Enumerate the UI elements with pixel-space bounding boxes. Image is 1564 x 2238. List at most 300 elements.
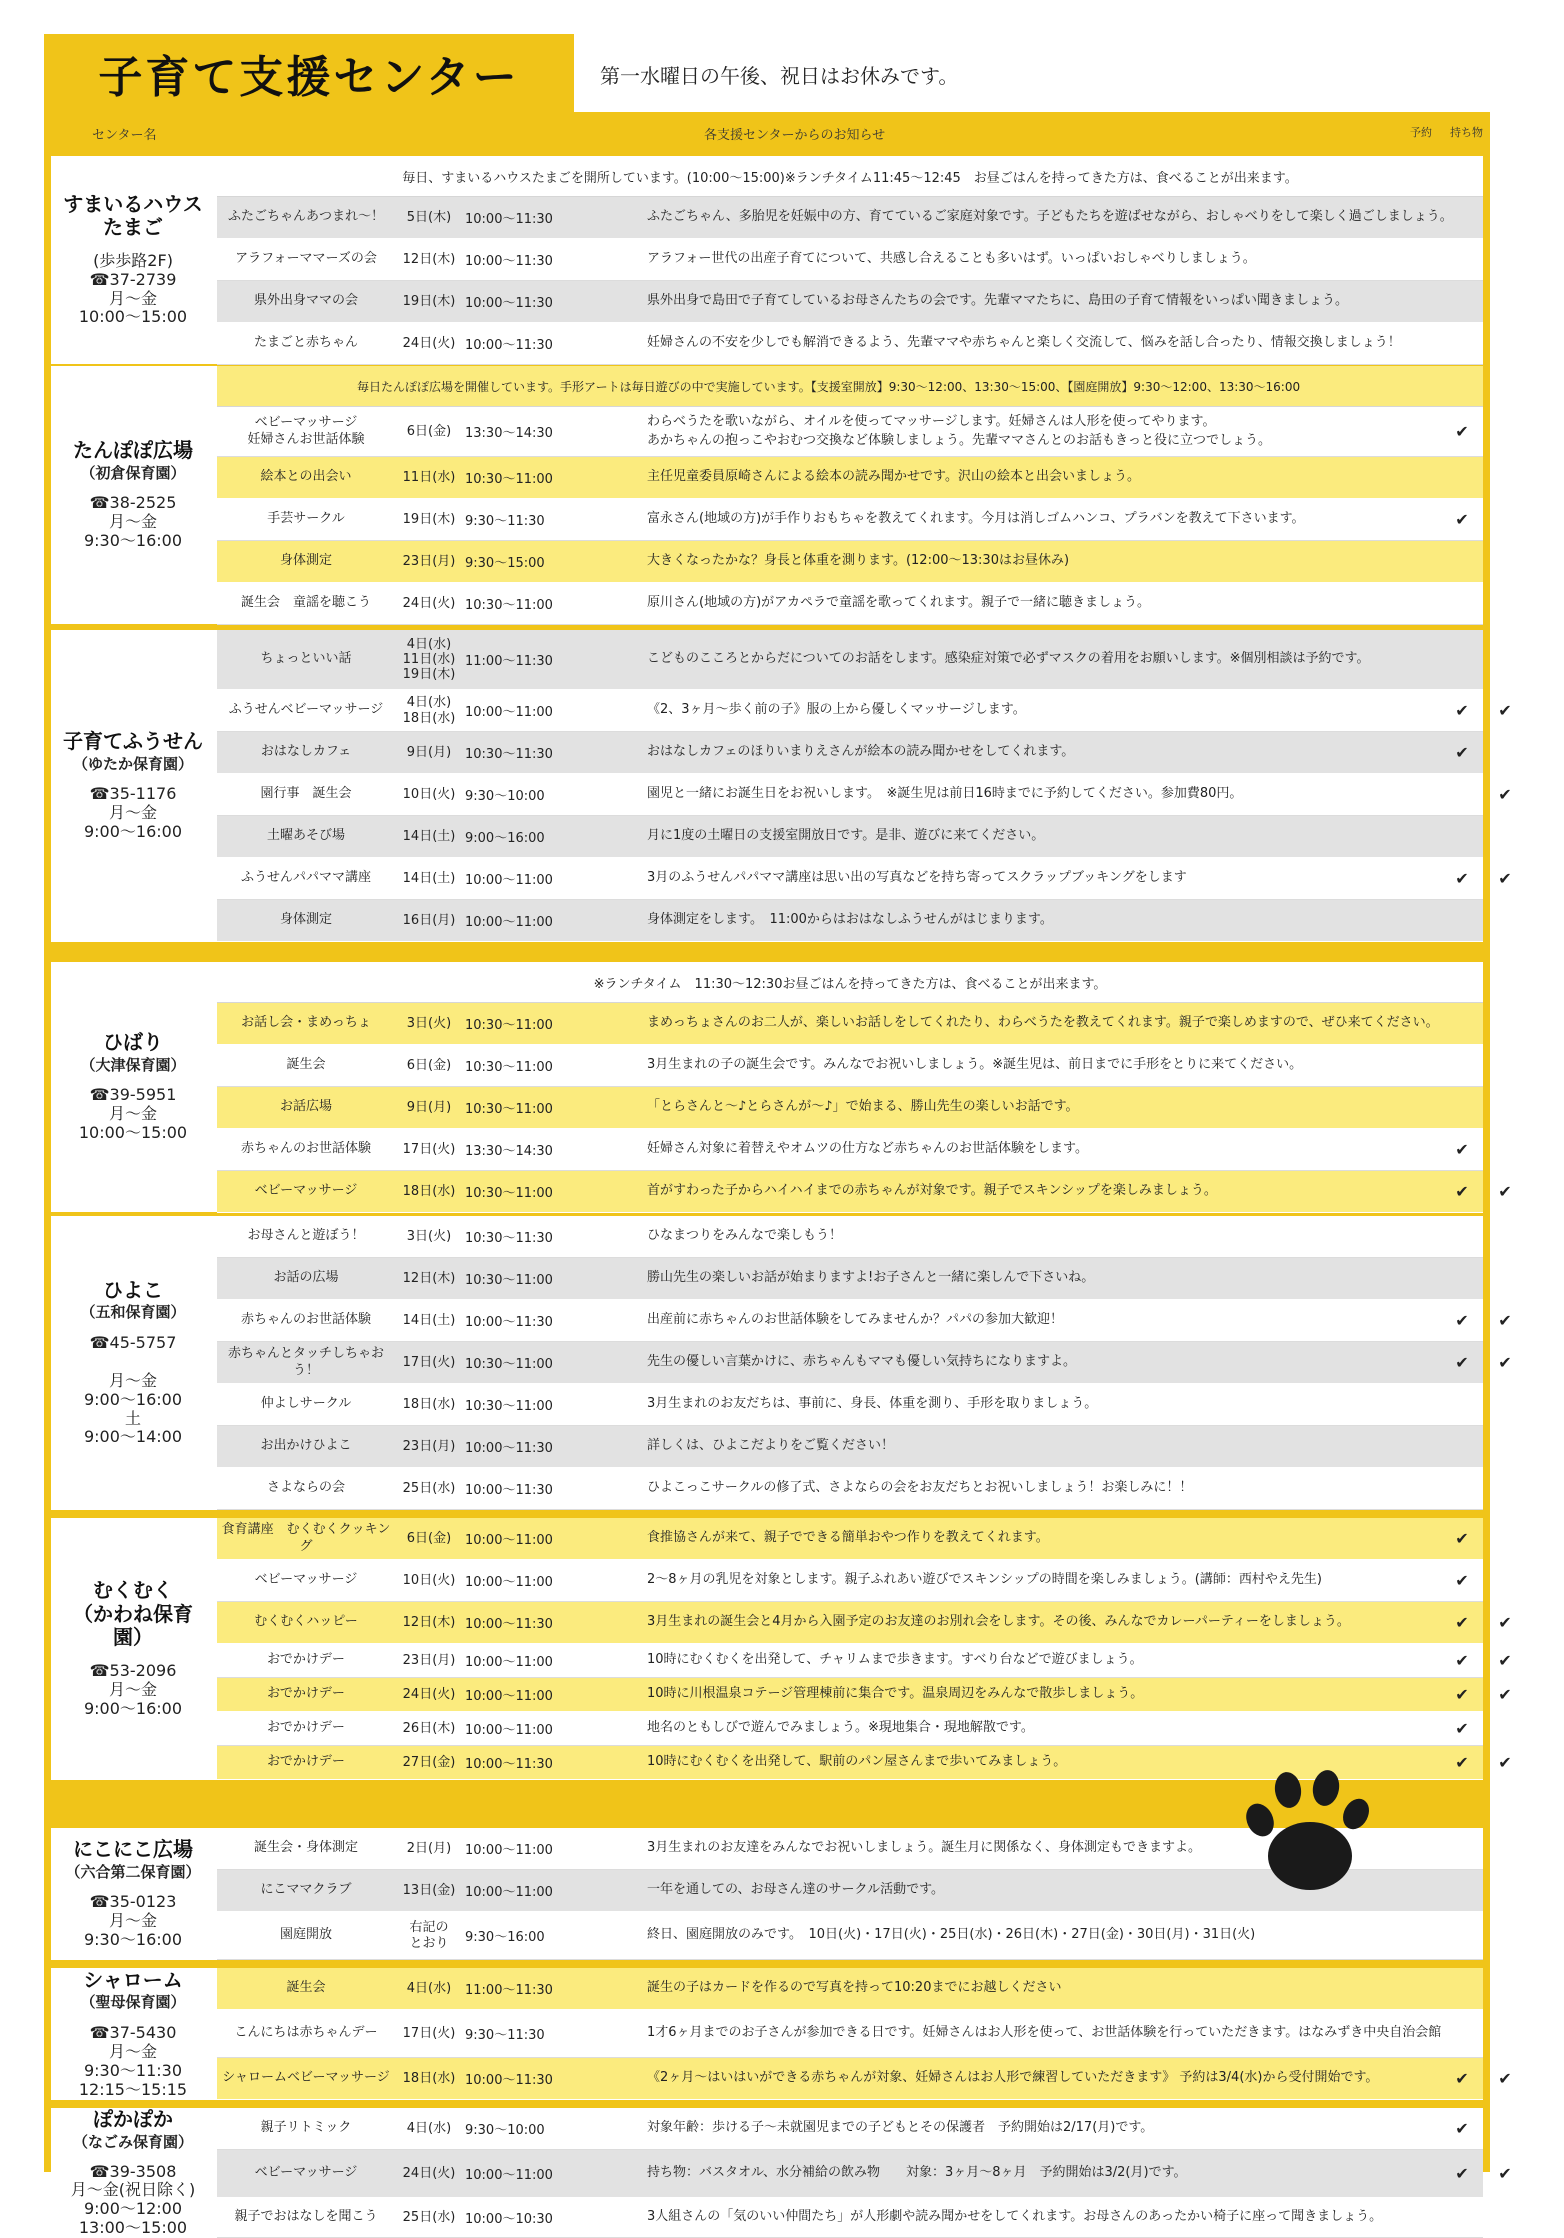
- event-name: 赤ちゃんのお世話体験: [240, 1312, 371, 1328]
- bring-items-mark: [1495, 630, 1515, 689]
- event-description: 1才6ヶ月までのお子さんが参加できる日です。妊婦さんはお人形を使って、お世話体験を行っていただきます。はなみずき中央自治会館: [647, 2025, 1442, 2041]
- event-date: 4日(水): [406, 1980, 452, 1996]
- bring-items-mark: [1495, 1003, 1515, 1044]
- event-name: お話の広場: [273, 1270, 339, 1286]
- center-info-line: 月～金: [108, 2041, 157, 2061]
- event-name: 絵本との出会い: [260, 469, 352, 485]
- header-bring: 持ち物: [1450, 126, 1483, 139]
- event-time: 10:30～11:00: [465, 1273, 553, 1288]
- bring-items-mark: [1495, 1560, 1515, 1601]
- center-name: ひよこ: [103, 1277, 163, 1302]
- center-name-cell: [51, 1828, 215, 1960]
- paw-print-icon: [1238, 1768, 1378, 1898]
- event-name: ベビーマッサージ: [254, 2165, 358, 2181]
- reservation-required-mark: [1452, 583, 1472, 624]
- event-date: 14日(土): [402, 1312, 456, 1328]
- center-info-line: 月～金(祝日除く): [70, 2180, 196, 2200]
- event-time: 10:00～11:00: [465, 1723, 553, 1738]
- event-row: [217, 1003, 1483, 1045]
- center-info-line: 月～金: [108, 288, 157, 308]
- event-time: 10:00～11:30: [465, 254, 553, 269]
- center-location: （五和保育園）: [80, 1303, 186, 1322]
- center-info-line: 9:00～12:00: [83, 2199, 183, 2219]
- event-time: 9:30～16:00: [465, 1930, 545, 1945]
- reservation-required-mark: [1452, 774, 1472, 815]
- event-description: 誕生の子はカードを作るので写真を持って10:20までにお越しください: [647, 1980, 1062, 1996]
- reservation-required-mark: [1452, 457, 1472, 498]
- reservation-required-mark: [1452, 1912, 1472, 1959]
- event-rows: [217, 630, 1512, 942]
- bring-items-mark: [1495, 900, 1515, 941]
- center-location: （聖母保育園）: [80, 1993, 186, 2012]
- event-description: 持ち物：バスタオル、水分補給の飲み物 対象：3ヶ月～8ヶ月 予約開始は3/2(月)です。: [647, 2165, 1187, 2181]
- event-description: 園児と一緒にお誕生日をお祝いします。 ※誕生児は前日16時までに予約してください。参加費80円。: [647, 786, 1243, 802]
- center-info-line: 9:00～16:00: [83, 1389, 183, 1409]
- reservation-required-mark: ✔: [1455, 869, 1469, 888]
- event-date: 右記の とおり: [409, 1920, 449, 1951]
- reservation-required-mark: [1452, 630, 1472, 689]
- event-description: 詳しくは、ひよこだよりをご覧ください！: [647, 1438, 895, 1454]
- center-block: [51, 1967, 1512, 2100]
- reservation-required-mark: [1452, 900, 1472, 941]
- event-rows: [217, 1518, 1512, 1780]
- center-name-cell: [51, 630, 215, 942]
- event-description: 3月のふうせんパパママ講座は思い出の写真などを持ち寄ってスクラップブッキングをします: [647, 870, 1187, 886]
- center-phone: ☎35-1176: [89, 784, 177, 804]
- event-name: 園行事 誕生会: [260, 786, 352, 802]
- bring-items-mark: [1495, 1426, 1515, 1467]
- event-description: 大きくなったかな？身長と体重を測ります。(12:00～13:30はお昼休み): [647, 553, 1070, 569]
- center-info-line: 12:15～15:15: [78, 2079, 188, 2099]
- center-name: にこにこ広場: [73, 1837, 193, 1862]
- center-info-line: 10:00～15:00: [78, 307, 188, 327]
- center-announcement: 毎日たんぽぽ広場を開催しています。手形アートは毎日遊びの中で実施しています。【支援室開放】9:30～12:00、13:30～15:00、【園庭開放】9:30～12:00、13:30～16:00: [217, 366, 1483, 407]
- reservation-required-mark: ✔: [1455, 1685, 1469, 1704]
- event-row: [217, 541, 1483, 583]
- event-description: おはなしカフェのほりいまりえさんが絵本の読み聞かせをしてくれます。: [647, 744, 1075, 760]
- bring-items-mark: [1495, 499, 1515, 540]
- event-description: 3月生まれのお友だちは、事前に、身長、体重を測り、手形を取りましょう。: [647, 1396, 1098, 1412]
- center-info-line: [130, 1353, 135, 1372]
- event-time: 10:00～11:30: [465, 1617, 553, 1632]
- event-description: まめっちょさんのお二人が、楽しいお話しをしてくれたり、わらべうたを教えてくれます。親子で楽しめますので、ぜひ来てください。: [647, 1015, 1439, 1031]
- center-name-cell: [51, 156, 215, 364]
- reservation-required-mark: ✔: [1455, 1571, 1469, 1590]
- event-time: 10:00～11:30: [465, 2073, 553, 2088]
- center-block: [51, 366, 1483, 624]
- bring-items-mark: ✔: [1498, 1651, 1512, 1670]
- center-info-line: 月～金: [108, 1679, 157, 1699]
- event-date: 14日(土): [402, 828, 456, 844]
- bring-items-mark: [1495, 732, 1515, 773]
- bring-items-mark: [1495, 1384, 1515, 1425]
- event-rows: [217, 1216, 1512, 1510]
- center-phone: ☎35-0123: [89, 1892, 177, 1912]
- center-info-line: 9:00～16:00: [83, 1698, 183, 1718]
- reservation-required-mark: ✔: [1455, 1613, 1469, 1632]
- event-description: 10時にむくむくを出発して、駅前のパン屋さんまで歩いてみましょう。: [647, 1754, 1067, 1770]
- event-date: 4日(水) 18日(水): [402, 695, 456, 726]
- event-date: 24日(火): [402, 1686, 456, 1702]
- reservation-required-mark: [1452, 1828, 1472, 1869]
- event-name: ふうせんベビーマッサージ: [228, 702, 384, 718]
- event-description: 一年を通しての、お母さん達のサークル活動です。: [647, 1882, 945, 1898]
- center-info-line: 土: [124, 1408, 141, 1428]
- event-row: [217, 1678, 1512, 1712]
- event-time: 10:00～11:00: [465, 1885, 553, 1900]
- event-row: [217, 281, 1483, 323]
- event-row: [217, 407, 1483, 457]
- event-name: 親子リトミック: [260, 2120, 352, 2136]
- bring-items-mark: [1495, 281, 1515, 322]
- event-date: 14日(土): [402, 870, 456, 886]
- event-date: 27日(金): [402, 1754, 456, 1770]
- event-description: 10時に川根温泉コテージ管理棟前に集合です。温泉周辺をみんなで散歩しましょう。: [647, 1686, 1144, 1702]
- event-row: [217, 1518, 1483, 1560]
- event-name: おはなしカフェ: [260, 744, 352, 760]
- reservation-required-mark: ✔: [1455, 1753, 1469, 1772]
- event-date: 9日(月): [406, 744, 452, 760]
- event-name: お母さんと遊ぼう！: [247, 1228, 365, 1244]
- event-description: 首がすわった子からハイハイまでの赤ちゃんが対象です。親子でスキンシップを楽しみましょう。: [647, 1183, 1217, 1199]
- event-description: 県外出身で島田で子育てしているお母さんたちの会です。先輩ママたちに、島田の子育て情報をいっぱい聞きましょう。: [647, 293, 1348, 309]
- event-date: 11日(水): [402, 469, 456, 485]
- bring-items-mark: ✔: [1498, 1613, 1512, 1632]
- reservation-required-mark: [1452, 323, 1472, 364]
- center-name: ぽかぽか: [93, 2107, 173, 2131]
- event-date: 23日(月): [402, 1652, 456, 1668]
- center-name-cell: [51, 366, 215, 624]
- event-time: 10:00～11:30: [465, 212, 553, 227]
- reservation-required-mark: ✔: [1455, 2119, 1469, 2138]
- event-row: [217, 1342, 1512, 1384]
- event-row: [217, 1045, 1483, 1087]
- event-description: 3月生まれの子の誕生会です。みんなでお祝いしましょう。※誕生児は、前日までに手形をとりに来てください。: [647, 1057, 1303, 1073]
- event-name: 食育講座 むくむくクッキング: [221, 1522, 391, 1554]
- center-name-cell: [51, 1518, 215, 1780]
- event-row: [217, 323, 1483, 365]
- reservation-required-mark: ✔: [1455, 2069, 1469, 2088]
- event-rows: [217, 1968, 1512, 2100]
- event-description: 出産前に赤ちゃんのお世話体験をしてみませんか？パパの参加大歓迎！: [647, 1312, 1064, 1328]
- event-row: [217, 774, 1512, 816]
- event-row: [217, 1171, 1512, 1213]
- bring-items-mark: [1495, 1828, 1515, 1869]
- event-description: 《2、3ヶ月～歩く前の子》服の上から優しくマッサージします。: [647, 702, 1026, 718]
- event-name: お話広場: [279, 1099, 332, 1115]
- event-date: 24日(火): [402, 335, 456, 351]
- event-name: 誕生会: [286, 1057, 326, 1073]
- event-row: [217, 583, 1483, 625]
- event-time: 10:00～11:00: [465, 1533, 553, 1548]
- center-announcement: ※ランチタイム 11:30～12:30お昼ごはんを持ってきた方は、食べることが出来ます。: [217, 962, 1483, 1003]
- bring-items-mark: ✔: [1498, 1685, 1512, 1704]
- event-name: 手芸サークル: [267, 511, 345, 527]
- event-time: 10:30～11:00: [465, 1399, 553, 1414]
- event-date: 12日(木): [402, 1270, 456, 1286]
- event-time: 10:00～11:00: [465, 1655, 553, 1670]
- event-name: ちょっといい話: [260, 651, 352, 667]
- event-name: おでかけデー: [267, 1652, 345, 1668]
- center-name-cell: [51, 1968, 215, 2100]
- event-date: 19日(木): [402, 293, 456, 309]
- center-name: たんぽぽ広場: [73, 438, 193, 463]
- event-time: 10:00～11:30: [465, 296, 553, 311]
- center-block: [51, 1216, 1512, 1510]
- reservation-required-mark: ✔: [1455, 1353, 1469, 1372]
- bring-items-mark: [1495, 1468, 1515, 1509]
- reservation-required-mark: [1452, 2198, 1472, 2237]
- event-row: [217, 2108, 1483, 2150]
- bring-items-mark: [1495, 1712, 1515, 1745]
- event-time: 10:00～11:30: [465, 1441, 553, 1456]
- page-title: 子育て支援センター: [44, 34, 574, 112]
- event-name: ふたごちゃんあつまれ～！: [227, 209, 384, 225]
- bring-items-mark: [1495, 323, 1515, 364]
- reservation-required-mark: [1452, 2010, 1472, 2057]
- reservation-required-mark: [1452, 1045, 1472, 1086]
- center-info-line: 月～金: [108, 1370, 157, 1390]
- center-info-line: 13:00～15:00: [78, 2218, 188, 2238]
- event-name: 誕生会: [286, 1980, 326, 1996]
- event-rows: [217, 962, 1512, 1212]
- center-name: むくむく （かわね保育 園）: [73, 1578, 193, 1650]
- table-header: [44, 112, 1490, 148]
- event-description: 妊婦さん対象に着替えやオムツの仕方など赤ちゃんのお世話体験をします。: [647, 1141, 1088, 1157]
- closed-days-note: 第一水曜日の午後、祝日はお休みです。: [600, 64, 959, 88]
- event-description: ひなまつりをみんなで楽しもう！: [647, 1228, 843, 1244]
- event-date: 25日(水): [402, 2209, 456, 2225]
- bring-items-mark: [1495, 1912, 1515, 1959]
- event-time: 10:00～11:00: [465, 873, 553, 888]
- event-date: 17日(火): [402, 2025, 456, 2041]
- reservation-required-mark: ✔: [1455, 743, 1469, 762]
- event-name: 親子でおはなしを聞こう: [234, 2209, 378, 2225]
- event-date: 3日(火): [406, 1228, 452, 1244]
- center-block: [51, 1518, 1512, 1780]
- center-phone: ☎39-3508: [89, 2161, 177, 2181]
- event-row: [217, 1258, 1483, 1300]
- event-date: 6日(金): [406, 423, 452, 439]
- reservation-required-mark: [1452, 1870, 1472, 1911]
- event-time: 10:30～11:00: [465, 472, 553, 487]
- center-phone: ☎38-2525: [89, 493, 177, 513]
- center-info-line: (歩歩路2F): [93, 250, 173, 270]
- event-time: 10:30～11:00: [465, 1357, 553, 1372]
- event-description: 主任児童委員原崎さんによる絵本の読み聞かせです。沢山の絵本と出会いましょう。: [647, 469, 1140, 485]
- event-description: 《2ヶ月～はいはいができる赤ちゃんが対象、妊婦さんはお人形で練習していただきます》 予約は3/4(水)から受付開始です。: [647, 2070, 1379, 2086]
- event-row: [217, 2010, 1483, 2058]
- event-date: 10日(火): [402, 786, 456, 802]
- event-row: [217, 732, 1483, 774]
- bring-items-mark: [1495, 407, 1515, 456]
- reservation-required-mark: ✔: [1455, 510, 1469, 529]
- event-row: [217, 2198, 1483, 2238]
- event-name: 赤ちゃんのお世話体験: [240, 1141, 371, 1157]
- reservation-required-mark: [1452, 281, 1472, 322]
- event-date: 23日(月): [402, 553, 456, 569]
- event-date: 25日(水): [402, 1480, 456, 1496]
- event-date: 12日(木): [402, 251, 456, 267]
- event-row: [217, 690, 1512, 732]
- reservation-required-mark: ✔: [1455, 701, 1469, 720]
- event-description: 富永さん(地域の方)が手作りおもちゃを教えてくれます。今月は消しゴムハンコ、プラバンを教えて下さいます。: [647, 511, 1305, 527]
- center-info-line: 9:30～11:30: [83, 2060, 183, 2080]
- event-name: ふうせんパパママ講座: [240, 870, 371, 886]
- event-date: 6日(金): [406, 1530, 452, 1546]
- event-description: ひよこっこサークルの修了式、さよならの会をお友だちとお祝いしましょう！お楽しみに！！: [647, 1480, 1193, 1496]
- event-row: [217, 1560, 1483, 1602]
- event-date: 4日(水) 11日(水) 19日(木): [402, 636, 456, 683]
- event-name: たまごと赤ちゃん: [253, 335, 358, 351]
- event-time: 10:00～11:30: [465, 1757, 553, 1772]
- bring-items-mark: ✔: [1498, 1753, 1512, 1772]
- event-rows: [217, 366, 1483, 624]
- event-time: 10:00～11:00: [465, 705, 553, 720]
- event-row: [217, 1468, 1483, 1510]
- event-row: [217, 1968, 1483, 2010]
- event-description: 妊婦さんの不安を少しでも解消できるよう、先輩ママや赤ちゃんと楽しく交流して、悩みを話し合ったり、情報交換しましょう！: [647, 335, 1401, 351]
- event-row: [217, 499, 1483, 541]
- reservation-required-mark: [1452, 197, 1472, 238]
- event-row: [217, 1426, 1483, 1468]
- reservation-required-mark: ✔: [1455, 1719, 1469, 1738]
- event-description: 3月生まれのお友達をみんなでお祝いしましょう。誕生月に関係なく、身体測定もできますよ。: [647, 1840, 1202, 1856]
- bring-items-mark: [1495, 1258, 1515, 1299]
- event-row: [217, 858, 1512, 900]
- bring-items-mark: [1495, 1129, 1515, 1170]
- center-info-line: 月～金: [108, 803, 157, 823]
- event-description: 身体測定をします。 11:00からはおはなしふうせんがはじまります。: [647, 912, 1053, 928]
- event-name: ベビーマッサージ: [254, 1572, 358, 1588]
- event-date: 4日(水): [406, 2120, 452, 2136]
- bring-items-mark: [1495, 1216, 1515, 1257]
- event-time: 11:00～11:30: [465, 1983, 553, 1998]
- event-time: 9:30～15:00: [465, 556, 545, 571]
- reservation-required-mark: [1452, 239, 1472, 280]
- reservation-required-mark: [1452, 541, 1472, 582]
- event-row: [217, 1216, 1483, 1258]
- event-row: [217, 900, 1483, 942]
- event-name: アラフォーママーズの会: [235, 251, 377, 267]
- event-description: 「とらさんと～♪とらさんが～♪」で始まる、勝山先生の楽しいお話です。: [647, 1099, 1079, 1115]
- event-name: ベビーマッサージ: [254, 1183, 358, 1199]
- bring-items-mark: ✔: [1498, 785, 1512, 804]
- event-time: 10:00～11:30: [465, 1483, 553, 1498]
- event-description: 対象年齢：歩ける子～未就園児までの子どもとその保護者 予約開始は2/17(月)です。: [647, 2120, 1154, 2136]
- center-block: [51, 630, 1512, 942]
- event-date: 24日(火): [402, 595, 456, 611]
- center-block: [51, 156, 1483, 364]
- reservation-required-mark: [1452, 1258, 1472, 1299]
- center-location: （初倉保育園）: [80, 463, 186, 482]
- reservation-required-mark: ✔: [1455, 1182, 1469, 1201]
- event-date: 18日(水): [402, 2070, 456, 2086]
- event-row: [217, 1912, 1483, 1960]
- bring-items-mark: ✔: [1498, 2069, 1512, 2088]
- event-date: 5日(木): [406, 209, 452, 225]
- bring-items-mark: [1495, 816, 1515, 857]
- bring-items-mark: [1495, 1870, 1515, 1911]
- bring-items-mark: [1495, 1087, 1515, 1128]
- event-name: 園庭開放: [279, 1927, 332, 1943]
- event-row: [217, 1712, 1483, 1746]
- event-time: 11:00～11:30: [465, 654, 553, 669]
- event-time: 10:00～11:00: [465, 915, 553, 930]
- event-time: 10:30～11:00: [465, 1102, 553, 1117]
- event-description: 先生の優しい言葉かけに、赤ちゃんもママも優しい気持ちになりますよ。: [647, 1354, 1077, 1370]
- center-info-line: 9:30～16:00: [83, 1930, 183, 1950]
- event-time: 10:30～11:00: [465, 1018, 553, 1033]
- event-time: 13:30～14:30: [465, 426, 553, 441]
- reservation-required-mark: [1452, 1968, 1472, 2009]
- event-name: お話し会・まめっちょ: [241, 1015, 371, 1031]
- event-row: [217, 1129, 1483, 1171]
- bring-items-mark: ✔: [1498, 701, 1512, 720]
- event-time: 10:00～11:00: [465, 2168, 553, 2183]
- bring-items-mark: [1495, 1045, 1515, 1086]
- center-phone: ☎39-5951: [89, 1085, 177, 1105]
- event-name: おでかけデー: [267, 1754, 345, 1770]
- event-date: 26日(木): [402, 1720, 456, 1736]
- center-name: 子育てふうせん: [63, 729, 203, 754]
- center-location: （大津保育園）: [80, 1055, 186, 1074]
- event-date: 2日(月): [406, 1840, 452, 1856]
- event-date: 17日(火): [402, 1354, 456, 1370]
- bring-items-mark: [1495, 239, 1515, 280]
- event-date: 6日(金): [406, 1057, 452, 1073]
- center-info-line: 9:30～16:00: [83, 531, 183, 551]
- reservation-required-mark: ✔: [1455, 422, 1469, 441]
- event-row: [217, 1644, 1512, 1678]
- bring-items-mark: [1495, 2108, 1515, 2149]
- center-info-line: 9:00～14:00: [83, 1427, 183, 1447]
- event-time: 10:00～11:30: [465, 338, 553, 353]
- event-row: [217, 630, 1483, 690]
- event-time: 10:00～11:00: [465, 1575, 553, 1590]
- event-date: 18日(水): [402, 1396, 456, 1412]
- event-name: 身体測定: [279, 553, 332, 569]
- event-name: にこママクラブ: [260, 1882, 352, 1898]
- event-time: 9:30～11:30: [465, 2028, 545, 2043]
- event-rows: [217, 156, 1483, 364]
- event-description: わらべうたを歌いながら、オイルを使ってマッサージします。妊婦さんは人形を使ってやります。 あかちゃんの抱っこやおむつ交換など体験しましょう。先輩ママさんとのお話もきっと役に立つでしょう。: [647, 414, 1272, 448]
- event-date: 16日(月): [402, 912, 456, 928]
- event-row: [217, 457, 1483, 499]
- reservation-required-mark: [1452, 1384, 1472, 1425]
- event-description: 原川さん(地域の方)がアカペラで童謡を歌ってくれます。親子で一緒に聴きましょう。: [647, 595, 1150, 611]
- event-time: 10:30～11:00: [465, 1060, 553, 1075]
- reservation-required-mark: ✔: [1455, 2164, 1469, 2183]
- event-description: 地名のともしびで遊んでみましょう。※現地集合・現地解散です。: [647, 1720, 1034, 1736]
- reservation-required-mark: ✔: [1455, 1311, 1469, 1330]
- event-date: 10日(火): [402, 1572, 456, 1588]
- event-time: 10:30～11:00: [465, 1186, 553, 1201]
- reservation-required-mark: [1452, 1426, 1472, 1467]
- bring-items-mark: [1495, 1968, 1515, 2009]
- bring-items-mark: [1495, 2010, 1515, 2057]
- center-name: すまいるハウス たまご: [63, 191, 203, 240]
- event-row: [217, 197, 1483, 239]
- event-name: ベビーマッサージ 妊婦さんお世話体験: [247, 415, 365, 447]
- bring-items-mark: [1495, 541, 1515, 582]
- bring-items-mark: ✔: [1498, 1353, 1512, 1372]
- event-description: 3人組さんの「気のいい仲間たち」が人形劇や読み聞かせをしてくれます。お母さんのあったかい椅子に座って聞きましょう。: [647, 2209, 1383, 2225]
- event-time: 10:00～11:00: [465, 1689, 553, 1704]
- bring-items-mark: ✔: [1498, 869, 1512, 888]
- center-info-line: 月～金: [108, 1104, 157, 1124]
- event-name: こんにちは赤ちゃんデー: [234, 2025, 378, 2041]
